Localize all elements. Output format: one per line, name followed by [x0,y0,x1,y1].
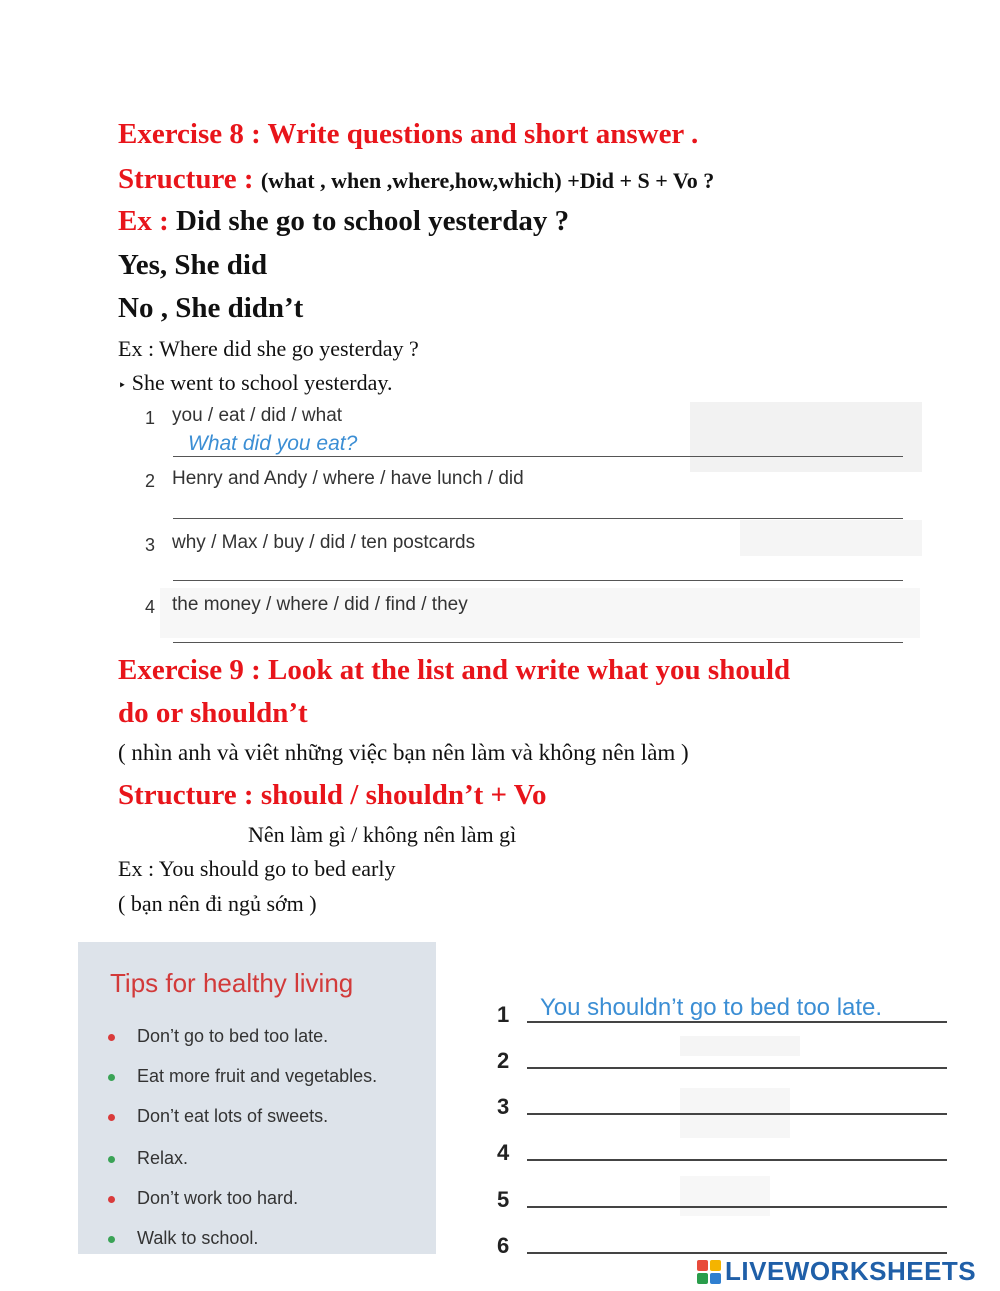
answer-line [173,456,903,457]
arrow-bullet-icon: ‣ [118,379,127,394]
answer-number: 3 [497,1094,510,1119]
structure-formula: (what , when ,where,how,which) +Did + S + Vo ? [260,168,715,193]
green-bullet-icon [108,1156,115,1163]
tip-text: Walk to school. [137,1228,259,1248]
question-number: 4 [145,597,156,617]
scan-shadow [690,402,922,472]
question-number: 2 [145,471,156,491]
answer-line [527,1021,947,1023]
exercise-9-title-line1: Exercise 9 : Look at the list and write what you should [118,654,791,686]
exercise-8-title: Exercise 8 : Write questions and short answer . [118,118,699,150]
liveworksheets-logo[interactable] [697,1256,976,1287]
tip-text: Don’t eat lots of sweets. [137,1106,329,1126]
answer-line [173,518,903,519]
question-prompt: the money / where / did / find / they [172,594,468,615]
exercise-9-structure: Structure : should / shouldn’t + Vo [118,779,547,811]
answer-line [527,1252,947,1254]
answer-input-1[interactable]: You shouldn’t go to bed too late. [540,994,883,1021]
tip-item [108,1066,377,1087]
tip-text: Don’t go to bed too late. [137,1026,329,1046]
exercise-8-example [118,205,569,238]
red-bullet-icon [108,1114,115,1121]
answer-number: 2 [497,1048,510,1073]
example-wh-answer [118,370,392,396]
question-number: 3 [145,535,156,555]
example-no-answer: No , She didn’t [118,292,304,324]
scan-shadow [680,1036,800,1056]
logo-text: LIVEWORKSHEETS [725,1256,977,1286]
answer-number: 6 [497,1233,510,1258]
logo-grid-icon [697,1260,721,1284]
answer-line [527,1113,947,1115]
answer-number: 5 [497,1187,510,1212]
green-bullet-icon [108,1236,115,1243]
scan-shadow [740,520,922,556]
answer-number: 1 [497,1002,510,1027]
example-yes-answer: Yes, She did [118,249,268,281]
tip-text: Eat more fruit and vegetables. [137,1066,378,1086]
tip-item [108,1026,328,1047]
tip-text: Don’t work too hard. [137,1188,299,1208]
tip-text: Relax. [137,1148,189,1168]
question-prompt: you / eat / did / what [172,405,343,426]
structure-meaning: Nên làm gì / không nên làm gì [248,822,517,847]
answer-number: 4 [497,1140,510,1165]
answer-line [173,642,903,643]
example-label: Ex : [118,205,176,237]
tip-item [108,1106,328,1127]
tips-image [78,942,436,1254]
red-bullet-icon [108,1034,115,1041]
scan-shadow [680,1176,770,1216]
answer-line [173,580,903,581]
example-wh-answer-text: She went to school yesterday. [131,370,393,395]
answer-line [527,1067,947,1069]
question-prompt: why / Max / buy / did / ten postcards [172,532,476,553]
tip-item [108,1188,298,1209]
exercise-9-vietnamese-note: ( nhìn anh và viêt những việc bạn nên làm và không nên làm ) [118,740,689,765]
structure-label: Structure : [118,163,261,195]
tips-title: Tips for healthy living [110,968,354,998]
green-bullet-icon [108,1074,115,1081]
exercise-9-title-line2: do or shouldn’t [118,697,308,729]
question-prompt: Henry and Andy / where / have lunch / did [172,468,524,489]
question-number: 1 [145,408,156,428]
exercise-9-example: Ex : You should go to bed early [118,856,396,881]
answer-line [527,1206,947,1208]
tip-item [108,1148,188,1169]
example-wh-question: Ex : Where did she go yesterday ? [118,336,419,361]
exercise-9-example-translation: ( bạn nên đi ngủ sớm ) [118,891,317,916]
tip-item [108,1228,258,1249]
example-question: Did she go to school yesterday ? [176,205,570,237]
question-answer-field[interactable]: What did you eat? [188,432,358,455]
answer-line [527,1159,947,1161]
red-bullet-icon [108,1196,115,1203]
exercise-8-structure [118,163,714,196]
